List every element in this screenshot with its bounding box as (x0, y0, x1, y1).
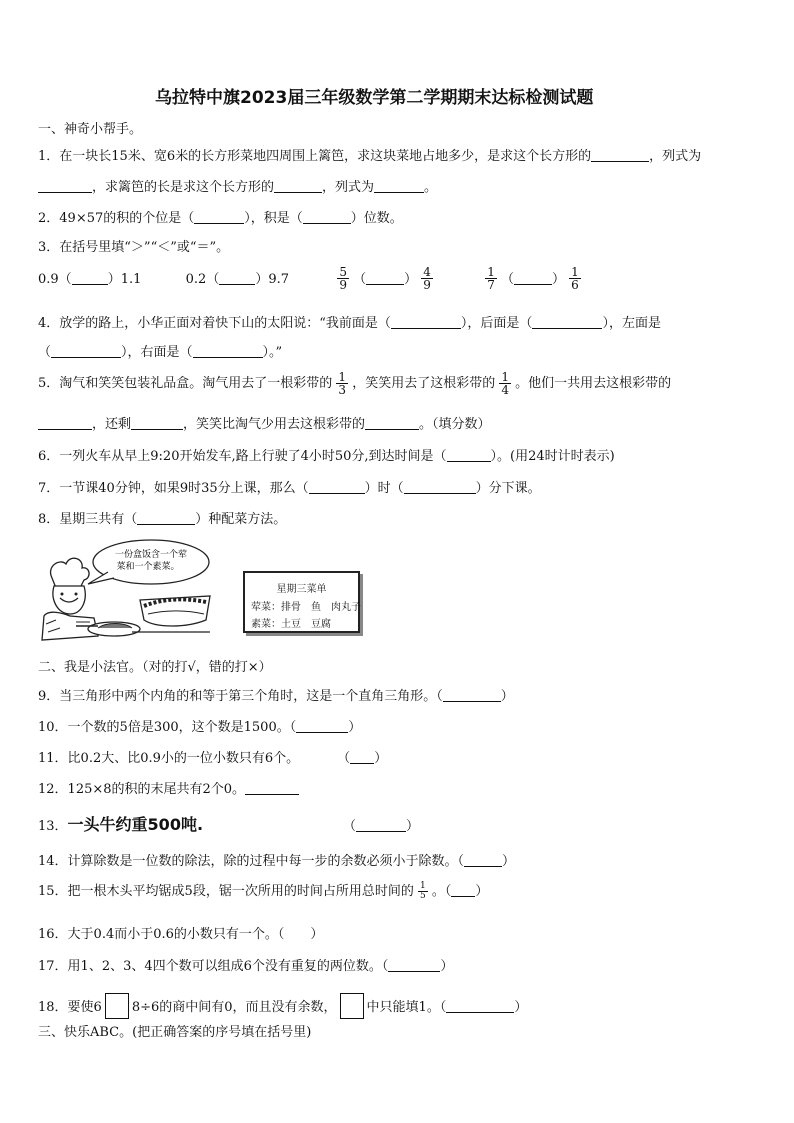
fraction: $\frac{1}{7}$ (487, 265, 495, 292)
answer-blank[interactable] (194, 211, 244, 224)
fill-box[interactable] (340, 993, 364, 1019)
answer-blank[interactable] (356, 819, 406, 832)
question-12: 12．125×8的积的末尾共有2个0。 (38, 782, 299, 796)
question-15: 15．把一根木头平均锯成5段，锯一次所用的时间占所用总时间的 $\frac{1}{5}$ 。（ ） (38, 881, 489, 901)
question-3-items: 0.9（ ）1.1 0.2（ ）9.7 $\frac{5}{9}$ （ ） $\frac{4}{9}$ $\frac{1}{7}$ （ ） $\frac{1}{6}$ (38, 265, 579, 292)
answer-blank[interactable] (296, 720, 348, 733)
section-heading-2: 二、我是小法官。（对的打√，错的打×） (38, 660, 272, 675)
chef-illustration (36, 536, 212, 644)
question-4: 4．放学的路上，小华正面对着快下山的太阳说：“我前面是（ ），后面是（ ），左面是 (38, 316, 661, 331)
section-heading-3: 三、快乐ABC。(把正确答案的序号填在括号里) (38, 1025, 312, 1040)
question-8: 8．星期三共有（ ）种配菜方法。 (38, 512, 287, 527)
answer-blank[interactable] (446, 1000, 514, 1013)
question-4-line2: （ ），右面是（ ）。” (38, 345, 283, 360)
answer-blank[interactable] (131, 417, 183, 430)
menu-meat: 荤菜：排骨 鱼 肉丸子 (251, 602, 361, 613)
answer-blank[interactable] (51, 345, 121, 358)
question-2: 2．49×57的积的个位是（ ），积是（ ）位数。 (38, 211, 403, 226)
fraction: $\frac{1}{5}$ (419, 881, 426, 901)
answer-blank[interactable] (447, 449, 491, 462)
answer-blank[interactable] (72, 272, 108, 285)
question-10: 10．一个数的5倍是300，这个数是1500。（ ） (38, 720, 362, 735)
fraction: $\frac{5}{9}$ (339, 265, 347, 292)
answer-blank[interactable] (532, 316, 602, 329)
answer-blank[interactable] (38, 180, 92, 193)
fraction: $\frac{1}{4}$ (501, 370, 509, 397)
question-6: 6．一列火车从早上9:20开始发车,路上行驶了4小时50分,到达时间是（ ）。(用24时计时表示) (38, 449, 615, 464)
answer-blank[interactable] (464, 854, 502, 867)
fill-box[interactable] (105, 993, 129, 1019)
question-9: 9．当三角形中两个内角的和等于第三个角时，这是一个直角三角形。（ ） (38, 689, 514, 704)
answer-blank[interactable] (451, 884, 475, 897)
answer-blank[interactable] (38, 417, 92, 430)
question-1-line2: ，求篱笆的长是求这个长方形的 ，列式为 。 (38, 180, 437, 194)
question-14: 14．计算除数是一位数的除法，除的过程中每一步的余数必须小于除数。（ ） (38, 854, 516, 869)
speech-text-2: 菜和一个素菜。 (116, 562, 180, 572)
answer-blank[interactable] (193, 345, 263, 358)
answer-blank[interactable] (245, 782, 299, 795)
answer-blank[interactable] (137, 512, 195, 525)
menu-veg: 素菜：土豆 豆腐 (251, 619, 331, 630)
answer-blank[interactable] (303, 211, 351, 224)
fraction: $\frac{1}{3}$ (338, 370, 347, 397)
answer-blank[interactable] (366, 272, 404, 285)
answer-blank[interactable] (443, 689, 501, 702)
answer-blank[interactable] (374, 180, 424, 193)
question-3: 3．在括号里填“＞”“＜”或“＝”。 (38, 240, 230, 255)
answer-blank[interactable] (404, 481, 476, 494)
answer-blank[interactable] (388, 959, 440, 972)
question-5-line2: ，还剩 ，笑笑比淘气少用去这根彩带的 。（填分数） (38, 417, 491, 431)
answer-blank[interactable] (591, 149, 649, 162)
speech-text-1: 一份盒饭含一个荤 (114, 550, 188, 560)
menu-card (243, 571, 360, 633)
answer-blank[interactable] (391, 316, 461, 329)
question-7: 7．一节课40分钟，如果9时35分上课，那么（ ）时（ ）分下课。 (38, 481, 541, 496)
answer-blank[interactable] (309, 481, 365, 494)
question-17: 17．用1、2、3、4四个数可以组成6个没有重复的两位数。（ ） (38, 959, 454, 974)
fraction: $\frac{4}{9}$ (423, 265, 431, 292)
question-11: 11．比0.2大、比0.9小的一位小数只有6个。 （ ） (38, 751, 388, 766)
fraction: $\frac{1}{6}$ (571, 265, 579, 292)
chef-hat-icon (51, 558, 90, 588)
answer-blank[interactable] (219, 272, 255, 285)
question-13: 13．一头牛约重500吨. （ ） (38, 815, 420, 834)
answer-blank[interactable] (514, 272, 552, 285)
page-title: 乌拉特中旗2023届三年级数学第二学期期末达标检测试题 (155, 88, 594, 108)
question-16: 16．大于0.4而小于0.6的小数只有一个。（ ） (38, 927, 324, 942)
section-heading-1: 一、神奇小帮手。 (38, 122, 143, 137)
question-5: 5．淘气和笑笑包装礼品盒。淘气用去了一根彩带的 $\frac{1}{3}$ ，笑笑用去了这根彩带的 $\frac{1}{4}$ 。他们一共用去这根彩带的 (38, 370, 672, 397)
menu-title: 星期三菜单 (276, 584, 327, 595)
answer-blank[interactable] (350, 751, 374, 764)
answer-blank[interactable] (274, 180, 322, 193)
question-1: 1．在一块长15米、宽6米的长方形菜地四周围上篱笆，求这块菜地占地多少，是求这个长方形的 ，列式为 (38, 149, 702, 164)
question-18: 18．要使6 8÷6的商中间有0，而且没有余数， 中只能填1。（ ） (38, 993, 527, 1019)
answer-blank[interactable] (365, 417, 419, 430)
